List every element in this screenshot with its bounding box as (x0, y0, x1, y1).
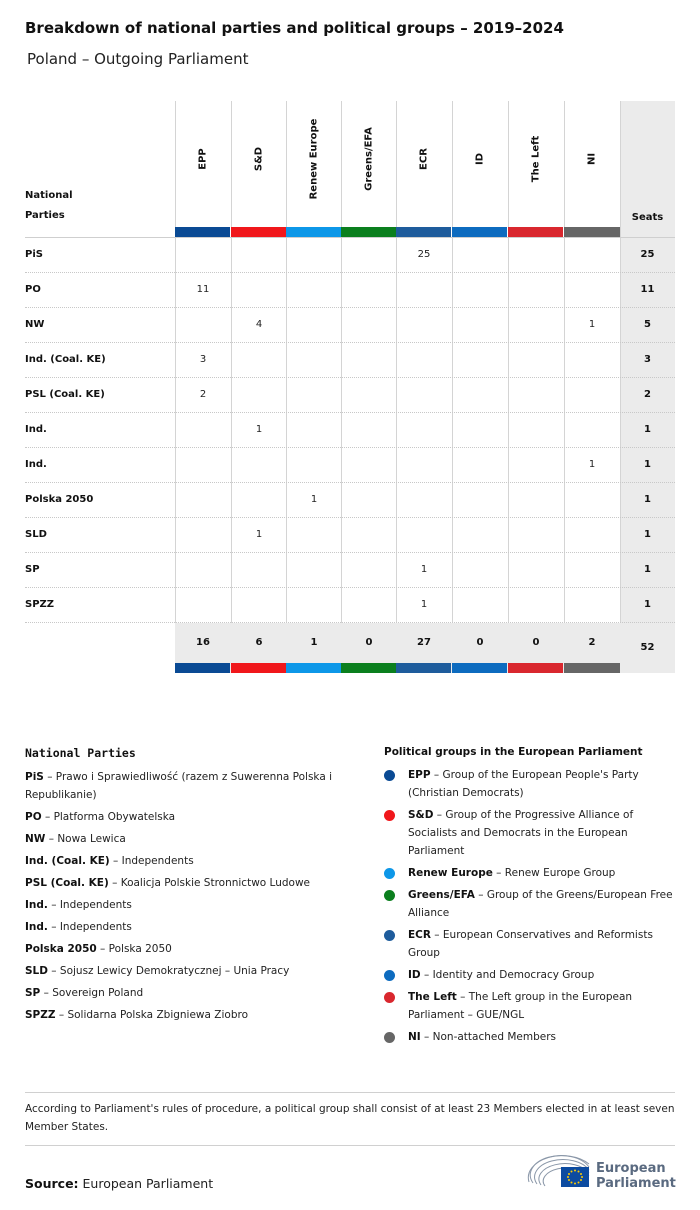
table-row (25, 482, 675, 517)
legend-abbr: Greens/EFA (408, 889, 475, 901)
group-color-bar (396, 663, 451, 673)
legend-full-name: Group of the Greens/European Free Alliance (408, 889, 673, 919)
legend-full-name: European Conservatives and Reformists Group (408, 929, 653, 959)
page-subtitle: Poland – Outgoing Parliament (27, 50, 249, 68)
legend-full-name: Non-attached Members (432, 1031, 557, 1043)
row-total-cell: 1 (644, 599, 651, 610)
divider (25, 1145, 675, 1146)
group-color-bar (508, 227, 563, 237)
group-color-bar (175, 663, 230, 673)
row-party-label: Ind. (25, 459, 47, 470)
legend-full-name: Sojusz Lewicy Demokratycznej – Unia Pracy (59, 965, 290, 977)
legend-abbr: Ind. (25, 899, 48, 911)
legend-abbr: Ind. (25, 921, 48, 933)
row-total-cell: 1 (644, 564, 651, 575)
row-party-label: Polska 2050 (25, 494, 94, 505)
column-header-ecr (396, 101, 452, 227)
column-header-renew-europe (286, 101, 342, 227)
row-party-label: PiS (25, 249, 43, 260)
table-row (25, 272, 675, 307)
group-color-bar (564, 663, 620, 673)
group-color-bar (508, 663, 563, 673)
political-group-legend-item: Renew Europe – Renew Europe Group (384, 864, 684, 882)
divider (25, 1092, 675, 1093)
legend-color-dot (384, 992, 395, 1003)
group-color-bar (341, 663, 396, 673)
legend-full-name: Polska 2050 (108, 943, 172, 955)
national-party-legend-item: Ind. (Coal. KE) – Independents (25, 855, 194, 867)
group-color-bar (452, 663, 507, 673)
seat-count-cell: 4 (255, 319, 263, 330)
legend-abbr: SLD (25, 965, 48, 977)
legend-color-dot (384, 1032, 395, 1043)
political-group-legend-item: EPP – Group of the European People's Party (Christian Democrats) (384, 766, 684, 802)
row-total-cell: 11 (640, 284, 655, 295)
legend-abbr: Ind. (Coal. KE) (25, 855, 110, 867)
group-color-bar (341, 227, 396, 237)
column-header-label: Renew Europe (308, 118, 320, 200)
group-total-cell: 16 (196, 637, 210, 648)
national-party-legend-item: PSL (Coal. KE) – Koalicja Polskie Stronnictwo Ludowe (25, 877, 311, 889)
legend-color-dot (384, 810, 395, 821)
legend-full-name: Independents (59, 921, 132, 933)
group-color-bar (564, 227, 620, 237)
legend-full-name: Independents (121, 855, 194, 867)
legend-full-name: Platforma Obywatelska (53, 811, 176, 823)
group-color-bar (286, 227, 341, 237)
legend-full-name: Group of the Progressive Alliance of Socialists and Democrats in the European Parliament (408, 809, 634, 857)
political-group-legend-item: NI – Non-attached Members (384, 1028, 684, 1046)
group-total-cell: 2 (588, 637, 596, 648)
row-divider (25, 517, 675, 518)
political-group-legend-item: Greens/EFA – Group of the Greens/European Free Alliance (384, 886, 684, 922)
row-party-label: SLD (25, 529, 47, 540)
row-divider (25, 342, 675, 343)
column-header-label: S&D (253, 146, 265, 172)
seat-count-cell: 1 (310, 494, 318, 505)
row-divider (25, 552, 675, 553)
group-total-cell: 0 (476, 637, 484, 648)
seat-count-cell: 1 (588, 459, 596, 470)
group-color-bar (175, 227, 230, 237)
legend-full-name: Koalicja Polskie Stronnictwo Ludowe (120, 877, 311, 889)
seat-count-cell: 11 (196, 284, 210, 295)
seat-count-cell: 25 (417, 249, 431, 260)
table-row (25, 377, 675, 412)
group-total-cell: 27 (417, 637, 431, 648)
row-divider (25, 412, 675, 413)
legend-color-dot (384, 890, 395, 901)
column-header-label: ECR (418, 148, 430, 170)
legend-abbr: Polska 2050 (25, 943, 97, 955)
seat-count-cell: 1 (255, 424, 263, 435)
column-header-label: Greens/EFA (363, 127, 375, 191)
table-row (25, 552, 675, 587)
table-row (25, 447, 675, 482)
political-group-legend-item: The Left – The Left group in the European Parliament – GUE/NGL (384, 988, 684, 1024)
group-total-cell: 6 (255, 637, 263, 648)
row-divider (25, 482, 675, 483)
national-party-legend-item: SPZZ – Solidarna Polska Zbigniewa Ziobro (25, 1009, 248, 1021)
grand-total-cell: 52 (640, 642, 655, 653)
legend-full-name: Independents (59, 899, 132, 911)
column-header-epp (175, 101, 231, 227)
legend-color-dot (384, 868, 395, 879)
seat-breakdown-table (25, 101, 675, 673)
legend-full-name: Prawo i Sprawiedliwość (razem z Suwerenna Polska i Republikanie) (25, 771, 333, 801)
national-party-legend-item: SP – Sovereign Poland (25, 987, 144, 999)
group-color-bar (231, 663, 286, 673)
row-total-cell: 1 (644, 529, 651, 540)
table-row (25, 587, 675, 622)
row-total-cell: 5 (644, 319, 651, 330)
group-total-cell: 0 (365, 637, 373, 648)
seat-count-cell: 1 (420, 599, 428, 610)
legend-color-dot (384, 930, 395, 941)
legend-abbr: NI (408, 1031, 421, 1043)
legend-abbr: ECR (408, 929, 431, 941)
national-party-legend-item: Ind. – Independents (25, 921, 132, 933)
legend-abbr: EPP (408, 769, 431, 781)
legend-full-name: Sovereign Poland (52, 987, 144, 999)
row-total-cell: 2 (644, 389, 651, 400)
legend-full-name: Solidarna Polska Zbigniewa Ziobro (67, 1009, 248, 1021)
page-title: Breakdown of national parties and political groups – 2019–2024 (25, 19, 564, 37)
seat-count-cell: 1 (588, 319, 596, 330)
national-parties-legend (25, 746, 365, 1028)
national-party-legend-item: NW – Nowa Lewica (25, 833, 126, 845)
legend-color-dot (384, 970, 395, 981)
group-total-cell: 0 (532, 637, 540, 648)
political-groups-legend (384, 746, 684, 1050)
legend-abbr: PiS (25, 771, 44, 783)
row-party-label: Ind. (25, 424, 47, 435)
legend-abbr: S&D (408, 809, 434, 821)
row-divider (25, 447, 675, 448)
logo-text: European Parliament (596, 1161, 676, 1191)
legend-full-name: Nowa Lewica (57, 833, 126, 845)
group-color-bar (396, 227, 451, 237)
column-header-the-left (508, 101, 564, 227)
political-group-legend-item: ID – Identity and Democracy Group (384, 966, 684, 984)
row-total-cell: 3 (644, 354, 651, 365)
political-group-legend-item: ECR – European Conservatives and Reformists Group (384, 926, 684, 962)
national-party-legend-item: PO – Platforma Obywatelska (25, 811, 176, 823)
national-party-legend-item: SLD – Sojusz Lewicy Demokratycznej – Unia Pracy (25, 965, 290, 977)
source (25, 1176, 213, 1191)
legend-abbr: SPZZ (25, 1009, 56, 1021)
row-party-label: SPZZ (25, 599, 55, 610)
political-groups-legend-title: Political groups in the European Parliament (384, 746, 643, 758)
national-parties-legend-title: National Parties (25, 746, 136, 760)
column-header-label: EPP (197, 148, 209, 170)
group-color-bar (452, 227, 507, 237)
seat-count-cell: 2 (199, 389, 207, 400)
column-header-greens-efa (341, 101, 397, 227)
legend-abbr: PSL (Coal. KE) (25, 877, 109, 889)
table-row (25, 307, 675, 342)
legend-abbr: The Left (408, 991, 457, 1003)
column-header-ni (564, 101, 620, 227)
seat-count-cell: 1 (255, 529, 263, 540)
row-divider (25, 307, 675, 308)
row-total-cell: 25 (640, 249, 655, 260)
seats-header: Seats (631, 212, 664, 223)
source-value: European Parliament (82, 1176, 214, 1191)
column-header-id (452, 101, 508, 227)
legend-abbr: PO (25, 811, 42, 823)
legend-full-name: Group of the European People's Party (Christian Democrats) (408, 769, 639, 799)
footnote: According to Parliament's rules of procedure, a political group shall consist of at least 23 Members elected in at least seven Member States. (25, 1103, 675, 1133)
national-party-legend-item: Ind. – Independents (25, 899, 132, 911)
group-total-cell: 1 (310, 637, 318, 648)
column-header-label: The Left (530, 135, 542, 183)
seat-count-cell: 3 (199, 354, 207, 365)
legend-color-dot (384, 770, 395, 781)
legend-abbr: NW (25, 833, 46, 845)
row-party-label: Ind. (Coal. KE) (25, 354, 106, 365)
legend-abbr: Renew Europe (408, 867, 493, 879)
table-row (25, 342, 675, 377)
row-total-cell: 1 (644, 459, 651, 470)
national-party-legend-item: PiS – Prawo i Sprawiedliwość (razem z Suwerenna Polska i Republikanie) (25, 771, 333, 801)
legend-abbr: ID (408, 969, 421, 981)
row-total-cell: 1 (644, 494, 651, 505)
table-row (25, 237, 675, 272)
national-parties-header: National Parties (25, 190, 73, 221)
row-party-label: PO (25, 284, 41, 295)
source-label: Source: (25, 1176, 79, 1191)
row-total-cell: 1 (644, 424, 651, 435)
legend-abbr: SP (25, 987, 41, 999)
national-party-legend-item: Polska 2050 – Polska 2050 (25, 943, 172, 955)
column-header-label: ID (474, 152, 486, 166)
table-row (25, 517, 675, 552)
row-divider (25, 272, 675, 273)
group-color-bar (286, 663, 341, 673)
legend-full-name: Identity and Democracy Group (432, 969, 595, 981)
row-party-label: NW (25, 319, 45, 330)
column-header-label: NI (586, 152, 598, 166)
row-divider (25, 587, 675, 588)
table-row (25, 412, 675, 447)
political-group-legend-item: S&D – Group of the Progressive Alliance of Socialists and Democrats in the European Parliament (384, 806, 684, 860)
legend-full-name: Renew Europe Group (504, 867, 616, 879)
row-party-label: SP (25, 564, 40, 575)
row-party-label: PSL (Coal. KE) (25, 389, 105, 400)
row-divider (25, 377, 675, 378)
column-header-s-d (231, 101, 287, 227)
legend-full-name: The Left group in the European Parliament – GUE/NGL (408, 991, 633, 1021)
seat-count-cell: 1 (420, 564, 428, 575)
group-color-bar (231, 227, 286, 237)
